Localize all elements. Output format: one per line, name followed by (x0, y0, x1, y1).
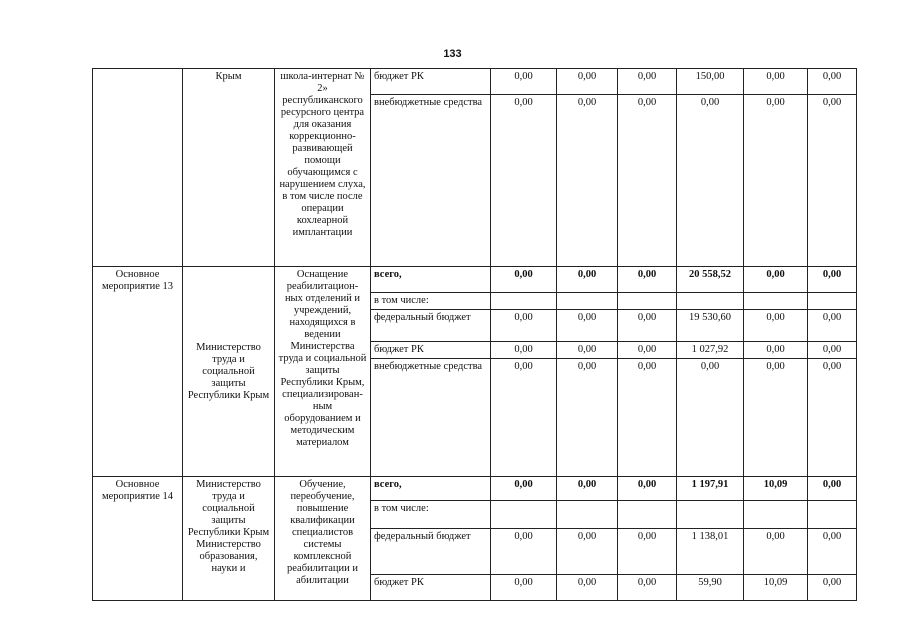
page-number: 133 (443, 48, 462, 60)
value-cell (557, 501, 618, 529)
value-cell: 0,00 (744, 342, 808, 359)
value-cell: 0,00 (491, 359, 557, 477)
value-cell (677, 501, 744, 529)
value-cell: 0,00 (557, 342, 618, 359)
value-cell: 0,00 (557, 359, 618, 477)
value-cell: 0,00 (557, 529, 618, 575)
value-cell: 0,00 (808, 69, 857, 95)
value-cell: 0,00 (618, 529, 677, 575)
event-name-cell: Оснащение реабилитацион-ных отделений и учреждений, находящихся в ведении Министерства труда и социальной защиты Республики Крым, специализирован-ным оборудованием и методическим материалом (275, 267, 371, 477)
value-cell: 0,00 (808, 95, 857, 267)
value-cell: 0,00 (618, 575, 677, 601)
value-cell: 0,00 (744, 310, 808, 342)
value-cell: 0,00 (618, 477, 677, 501)
funding-source-cell: всего, (371, 477, 491, 501)
value-cell: 0,00 (557, 310, 618, 342)
value-cell: 0,00 (618, 267, 677, 293)
event-name-cell: Обучение, переобучение, повышение квалификации специалистов системы комплексной реабилитации и абилитации (275, 477, 371, 601)
value-cell: 0,00 (557, 69, 618, 95)
executor-cell: Министерство труда и социальной защиты Республики Крым Министерство образования, науки и (183, 477, 275, 601)
value-cell: 20 558,52 (677, 267, 744, 293)
value-cell (808, 501, 857, 529)
value-cell: 0,00 (808, 342, 857, 359)
value-cell: 1 138,01 (677, 529, 744, 575)
value-cell: 0,00 (677, 95, 744, 267)
value-cell: 59,90 (677, 575, 744, 601)
value-cell: 150,00 (677, 69, 744, 95)
value-cell (677, 293, 744, 310)
value-cell (491, 501, 557, 529)
value-cell: 0,00 (491, 310, 557, 342)
value-cell: 0,00 (557, 477, 618, 501)
value-cell: 0,00 (808, 359, 857, 477)
value-cell: 0,00 (744, 95, 808, 267)
value-cell: 0,00 (618, 95, 677, 267)
value-cell (557, 293, 618, 310)
value-cell: 0,00 (677, 359, 744, 477)
value-cell (491, 293, 557, 310)
value-cell: 0,00 (491, 529, 557, 575)
funding-source-cell: бюджет РК (371, 69, 491, 95)
value-cell: 0,00 (491, 575, 557, 601)
value-cell: 0,00 (557, 267, 618, 293)
value-cell: 0,00 (744, 359, 808, 477)
value-cell: 0,00 (618, 359, 677, 477)
value-cell: 0,00 (491, 342, 557, 359)
main-event-cell (93, 69, 183, 267)
value-cell: 0,00 (744, 529, 808, 575)
value-cell: 0,00 (808, 310, 857, 342)
value-cell (618, 293, 677, 310)
value-cell: 0,00 (491, 69, 557, 95)
value-cell: 0,00 (491, 477, 557, 501)
value-cell (744, 501, 808, 529)
funding-source-cell: внебюджетные средства (371, 95, 491, 267)
table-row (93, 267, 857, 293)
value-cell: 0,00 (618, 342, 677, 359)
funding-source-cell: бюджет РК (371, 575, 491, 601)
value-cell: 0,00 (808, 529, 857, 575)
funding-source-cell: всего, (371, 267, 491, 293)
table-row (93, 69, 857, 95)
main-event-cell: Основное мероприятие 13 (93, 267, 183, 477)
funding-source-cell: внебюджетные средства (371, 359, 491, 477)
value-cell: 0,00 (744, 267, 808, 293)
funding-source-cell: бюджет РК (371, 342, 491, 359)
value-cell: 0,00 (808, 575, 857, 601)
value-cell: 0,00 (491, 95, 557, 267)
value-cell: 0,00 (808, 477, 857, 501)
funding-source-cell: в том числе: (371, 501, 491, 529)
table-row (93, 477, 857, 501)
value-cell: 0,00 (491, 267, 557, 293)
value-cell: 10,09 (744, 575, 808, 601)
value-cell: 0,00 (808, 267, 857, 293)
value-cell: 0,00 (557, 575, 618, 601)
funding-table (92, 68, 857, 601)
value-cell: 0,00 (557, 95, 618, 267)
value-cell: 1 027,92 (677, 342, 744, 359)
value-cell: 0,00 (744, 69, 808, 95)
value-cell: 19 530,60 (677, 310, 744, 342)
main-event-cell: Основное мероприятие 14 (93, 477, 183, 601)
event-name-cell: школа-интернат № 2» республиканского ресурсного центра для оказания коррекционно-развивающей помощи обучающимся с нарушением слуха, в том числе после операции кохлеарной имплантации (275, 69, 371, 267)
value-cell: 0,00 (618, 310, 677, 342)
funding-source-cell: федеральный бюджет (371, 529, 491, 575)
executor-cell: Крым (183, 69, 275, 267)
value-cell: 10,09 (744, 477, 808, 501)
value-cell (808, 293, 857, 310)
value-cell: 1 197,91 (677, 477, 744, 501)
funding-source-cell: в том числе: (371, 293, 491, 310)
funding-source-cell: федеральный бюджет (371, 310, 491, 342)
value-cell (618, 501, 677, 529)
value-cell: 0,00 (618, 69, 677, 95)
executor-cell: Министерство труда и социальной защиты Республики Крым (183, 267, 275, 477)
value-cell (744, 293, 808, 310)
